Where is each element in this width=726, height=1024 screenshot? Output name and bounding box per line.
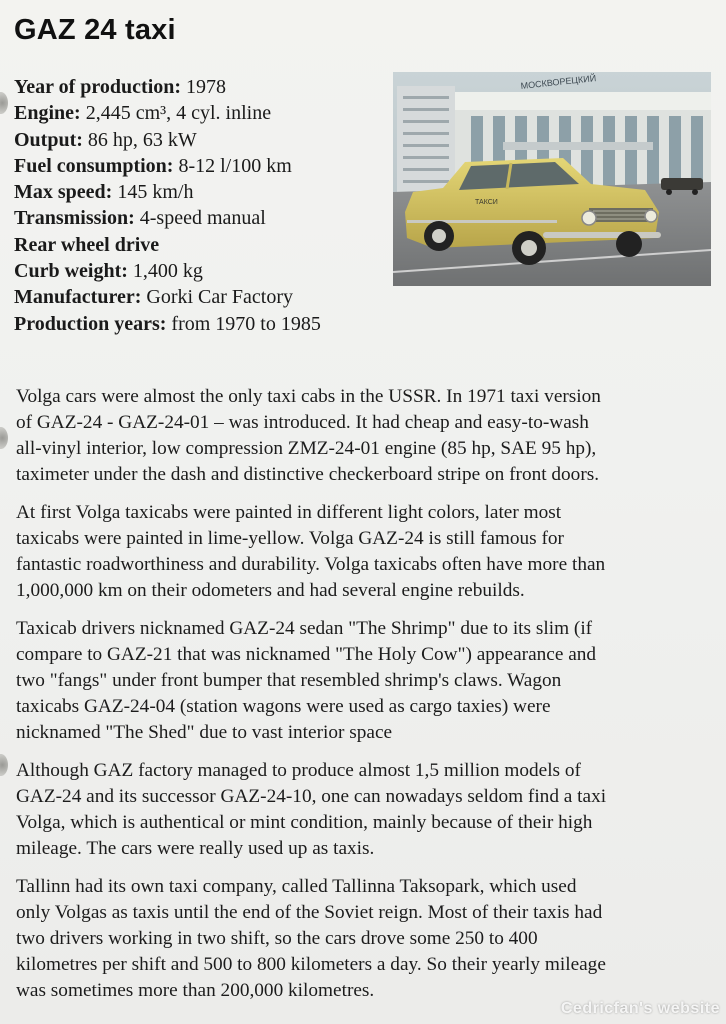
binder-hole-middle xyxy=(0,427,8,449)
paragraph-line: fantastic roadworthiness and durability. Volga taxicabs often have more than xyxy=(16,554,606,575)
spec-label: Rear wheel drive xyxy=(14,233,160,256)
paragraph xyxy=(16,616,722,746)
spec-value: from 1970 to 1985 xyxy=(166,312,321,335)
spec-label: Curb weight: xyxy=(14,260,128,283)
spec-row xyxy=(14,205,394,231)
paragraph-line: At first Volga taxicabs were painted in different light colors, later most xyxy=(16,502,562,523)
paragraph-line: Tallinn had its own taxi company, called Tallinna Taksopark, which used xyxy=(16,876,577,897)
spec-row xyxy=(14,127,394,153)
spec-label: Engine: xyxy=(14,102,81,125)
spec-row xyxy=(14,311,394,337)
paragraph-line: all-vinyl interior, low compression ZMZ-24-01 engine (85 hp, SAE 95 hp), xyxy=(16,438,597,459)
paragraph-line: taximeter under the dash and distinctive checkerboard stripe on front doors. xyxy=(16,464,600,485)
spec-value: 1978 xyxy=(181,76,227,98)
article-body xyxy=(16,384,722,1016)
spec-row xyxy=(14,153,394,179)
binder-hole-top xyxy=(0,92,8,114)
spec-value: 1,400 kg xyxy=(127,260,203,283)
spec-value: 8-12 l/100 km xyxy=(173,154,292,177)
spec-value: 4-speed manual xyxy=(134,207,266,230)
spec-value: 145 km/h xyxy=(112,181,194,204)
spec-label: Fuel consumption: xyxy=(14,154,174,177)
spec-label: Max speed: xyxy=(14,181,113,204)
spec-value: 86 hp, 63 kW xyxy=(82,128,197,151)
page-title: GAZ 24 taxi xyxy=(14,14,176,46)
spec-row xyxy=(14,232,394,258)
paragraph-line: of GAZ-24 - GAZ-24-01 – was introduced. It had cheap and easy-to-wash xyxy=(16,412,589,433)
paragraph-line: Taxicab drivers nicknamed GAZ-24 sedan "The Shrimp" due to its slim (if xyxy=(16,618,593,639)
spec-label: Manufacturer: xyxy=(14,286,142,309)
spec-label: Output: xyxy=(14,128,83,151)
paragraph-line: compare to GAZ-21 that was nicknamed "The Holy Cow") appearance and xyxy=(16,644,597,665)
paragraph-line: Although GAZ factory managed to produce almost 1,5 million models of xyxy=(16,760,581,781)
paragraph-line: GAZ-24 and its successor GAZ-24-10, one can nowadays seldom find a taxi xyxy=(16,786,607,807)
car-photo xyxy=(393,72,711,286)
spec-label: Production years: xyxy=(14,312,167,335)
spec-row xyxy=(14,179,394,205)
spec-value: Gorki Car Factory xyxy=(141,286,294,309)
paragraph-line: Volga cars were almost the only taxi cabs in the USSR. In 1971 taxi version xyxy=(16,386,601,407)
paragraph xyxy=(16,874,722,1004)
door-taxi-text: ТАКСИ xyxy=(475,199,498,206)
paragraph-line: two drivers working in two shift, so the cars drove some 250 to 400 xyxy=(16,928,538,949)
spec-label: Year of production: xyxy=(14,76,182,98)
building-sign-text: МОСКВОРЕЦКИЙ xyxy=(520,73,597,91)
gaz-24-taxi-photo xyxy=(393,72,711,286)
paragraph-line: nicknamed "The Shed" due to vast interior space xyxy=(16,722,393,743)
binder-hole-lower xyxy=(0,754,8,776)
spec-label: Transmission: xyxy=(14,207,135,230)
paragraph-line: taxicabs GAZ-24-04 (station wagons were used as cargo taxies) were xyxy=(16,696,551,717)
spec-row xyxy=(14,100,394,126)
paragraph-line: two "fangs" under front bumper that resembled shrimp's claws. Wagon xyxy=(16,670,562,691)
spec-row xyxy=(14,284,394,310)
paragraph-line: kilometres per shift and 500 to 800 kilometers a day. So their yearly mileage xyxy=(16,954,606,975)
paragraph xyxy=(16,384,722,488)
paragraph-line: Volga, which is authentical or mint condition, mainly because of their high xyxy=(16,812,593,833)
paragraph xyxy=(16,500,722,604)
paragraph-line: mileage. The cars were really used up as taxis. xyxy=(16,838,375,859)
paragraph-line: taxicabs were painted in lime-yellow. Volga GAZ-24 is still famous for xyxy=(16,528,564,549)
paragraph-line: only Volgas as taxis until the end of the Soviet reign. Most of their taxis had xyxy=(16,902,603,923)
spec-list xyxy=(14,74,394,337)
spec-row xyxy=(14,74,394,100)
paragraph-line: 1,000,000 km on their odometers and had several engine rebuilds. xyxy=(16,580,525,601)
watermark: Cedricfan's website xyxy=(560,1000,720,1017)
paragraph-line: was sometimes more than 200,000 kilometres. xyxy=(16,980,375,1001)
spec-row xyxy=(14,258,394,284)
paragraph xyxy=(16,758,722,862)
spec-value: 2,445 cm³, 4 cyl. inline xyxy=(80,102,272,125)
